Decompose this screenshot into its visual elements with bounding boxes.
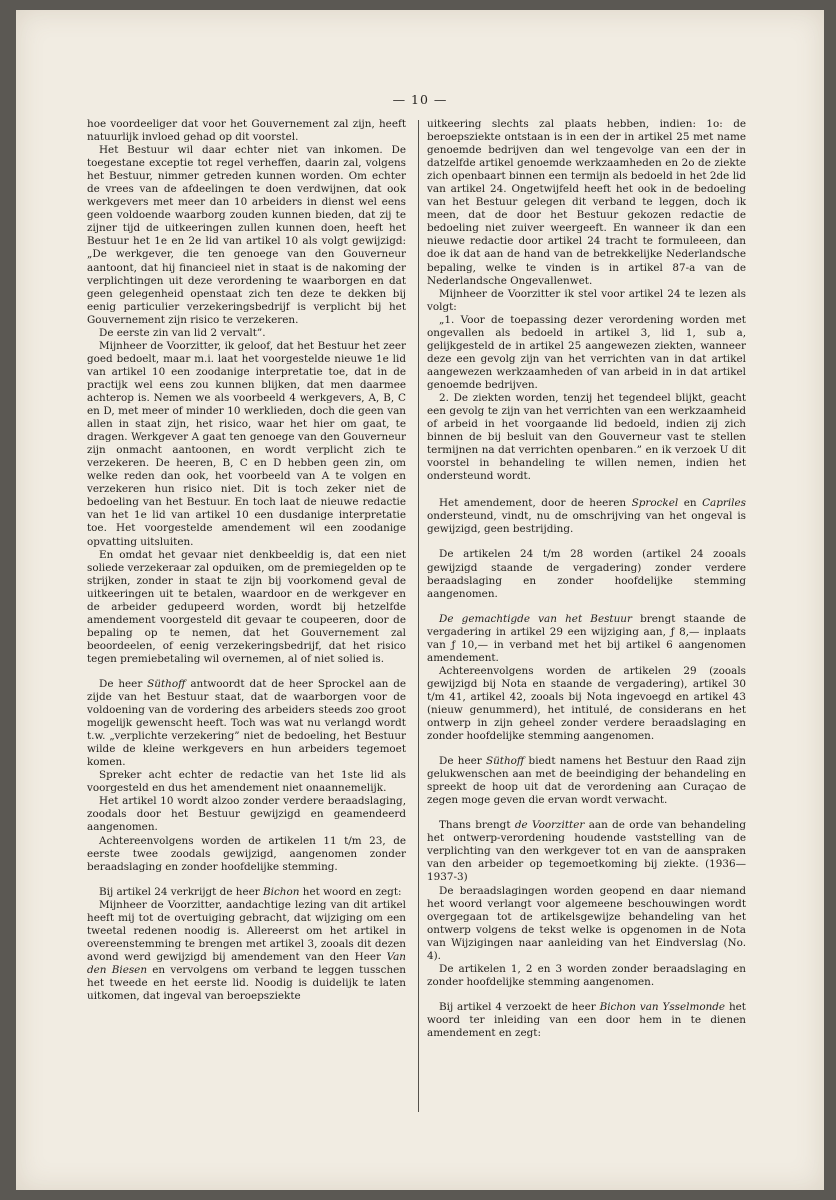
speaker-name: Süthoff [147,677,186,690]
paragraph: De artikelen 1, 2 en 3 worden zonder beraadslaging en zonder hoofdelijke stemming aangenomen. [427,962,746,988]
speaker-name: Süthoff [485,755,525,768]
paragraph: Achtereenvolgens worden de artikelen 29 (zooals gewijzigd bij Nota en staande de vergadering), artikel 30 t/m 41, artikel 42, zooals bij Nota ingevoegd en artikel 43 (nieuw genummerd), het intitulé, de considerans en het ontwerp in zijn geheel zonder verdere beraadslaging en zonder hoofdelijke stemming aangenomen. [427,664,746,743]
person-name: Van den Biesen [87,950,406,976]
speaker-name: De gemachtigde van het Bestuur [439,612,632,625]
right-column [427,118,746,1040]
paragraph: Bij artikel 4 verzoekt de heer Bichon van Ysselmonde het woord ter inleiding van een door hem in te dienen amendement en zegt: [427,1000,746,1039]
column-divider [418,120,419,1112]
speaker-name: Bichon van Ysselmonde [599,1000,726,1013]
left-column [87,118,406,1003]
paragraph: De artikelen 24 t/m 28 worden (artikel 24 zooals gewijzigd staande de vergadering) zonder verdere beraadslaging en zonder hoofdelijke stemming aangenomen. [427,548,746,600]
paragraph: Bij artikel 24 verkrijgt de heer Bichon het woord en zegt: [99,885,402,898]
person-name: Sprockel [631,497,679,510]
paragraph: Het Bestuur wil daar echter niet van inkomen. De toegestane exceptie tot regel verheffen, daarin zal, volgens het Bestuur, nimmer getreden kunnen worden. Om echter de vrees van de afdeelingen te doen verdwijnen, dat ook werkgevers met meer dan 10 arbeiders in dienst wel eens geen voldoende waarborg zouden kunnen bieden, dat zij te zijner tijd de uitkeeringen zullen kunnen doen, heeft het Bestuur het 1e en 2e lid van artikel 10 als volgt gewijzigd: „De werkgever, die ten genoege van den Gouverneur aantoont, dat hij financieel niet in staat is de nakoming der verplichtingen uit deze verordening te waarborgen en dat geen gelegenheid openstaat zich ten deze te dekken bij eenig particulier verzekeringsbedrijf is verplicht bij het Gouvernement zijn risico te verzekeren. [87,144,406,326]
speaker-name: de Voorzitter [514,819,585,832]
paragraph: Spreker acht echter de redactie van het 1ste lid als voorgesteld en dus het amendement niet onaannemelijk. [87,769,406,795]
person-name: Capriles [702,497,746,510]
paragraph: De heer Süthoff antwoordt dat de heer Sprockel aan de zijde van het Bestuur staat, dat de waarborgen voor de voldoening van de vordering des arbeiders steeds zoo groot mogelijk gewenscht heeft. Toch was wat nu verlangd wordt t.w. „verplichte verzekering” niet de bedoeling, het Bestuur wilde de kleine werkgevers en hun arbeiders tegemoet komen. [87,677,407,769]
paragraph: Het amendement, door de heeren Sprockel en Capriles ondersteund, vindt, nu de omschrijving van het ongeval is gewijzigd, geen bestrijding. [427,497,746,536]
page-number: — 10 — [392,92,448,107]
paragraph: Mijnheer de Voorzitter ik stel voor artikel 24 te lezen als volgt: [427,287,746,313]
paragraph: uitkeering slechts zal plaats hebben, indien: 1o: de beroepsziekte ontstaan is in een der in artikel 25 met name genoemde bedrijven dan wel tengevolge van een der in datzelfde artikel genoemde werkzaamheden en 2o de ziekte zich openbaart binnen een termijn als bedoeld in het 2de lid van artikel 24. Ongetwijfeld heeft het ook in de bedoeling van het Bestuur gelegen dit verband te leggen, doch ik meen, dat de door het Bestuur gekozen redactie de bedoeling niet zuiver weergeeft. En wanneer ik dan een nieuwe redactie door artikel 24 tracht te formuleeen, dan doe ik dat aan de hand van de betrekkelijke Nederlandsche bepaling, welke te vinden is in artikel 87-a van de Nederlandsche Ongevallenwet. [427,118,746,287]
paragraph: De gemachtigde van het Bestuur brengt staande de vergadering in artikel 29 een wijziging aan, ƒ 8,— inplaats van ƒ 10,— in verband met het bij artikel 6 aangenomen amendement. [427,612,747,664]
paragraph: Achtereenvolgens worden de artikelen 11 t/m 23, de eerste twee zoodals gewijzigd, aangenomen zonder beraadslaging en zonder hoofdelijke stemming. [87,834,406,873]
paragraph: De eerste zin van lid 2 vervalt”. [99,326,266,339]
paragraph: De heer Süthoff biedt namens het Bestuur den Raad zijn gelukwenschen aan met de beeindiging der behandeling en spreekt de hoop uit dat de verordening aan Curaçao de zegen moge geven die ervan wordt verwacht. [427,755,747,807]
paragraph: Mijnheer de Voorzitter, ik geloof, dat het Bestuur het zeer goed bedoelt, maar m.i. laat het voorgestelde nieuwe 1e lid van artikel 10 een zoodanige interpretatie toe, dat in de practijk wel eens zou kunnen blijken, dat men daarmee achterop is. Nemen we als voorbeeld 4 werkgevers, A, B, C en D, met meer of minder 10 werklieden, doch die geen van allen in staat zijn, het risico, waar het hier om gaat, te dragen. Werkgever A gaat ten genoege van den Gouverneur zijn onmacht aantoonen, en wordt verplicht zich te verzekeren. De heeren, B, C en D hebben geen zin, om welke reden dan ook, het voorbeeld van A te volgen en verzekeren hun risico niet. Dit is toch zeker niet de bedoeling van het Bestuur. En toch laat de nieuwe redactie van het 1e lid van artikel 10 een dusdanige interpretatie toe. Het voorgestelde amendement wil een zoodanige opvatting uitsluiten. [87,339,406,548]
paragraph: Mijnheer de Voorzitter, aandachtige lezing van dit artikel heeft mij tot de overtuiging gebracht, dat wijziging om een tweetal redenen noodig is. Allereerst om het artikel in overeenstemming te brengen met artikel 3, zooals dit dezen avond werd gewijzigd bij amendement van den Heer Van den Biesen en vervolgens om verband te leggen tusschen het tweede en het eerste lid. Noodig is duidelijk te laten uitkomen, dat ingeval van beroepsziekte [87,898,406,1003]
document-page [16,10,824,1190]
paragraph: Het artikel 10 wordt alzoo zonder verdere beraadslaging, zoodals door het Bestuur gewijzigd en geamendeerd aangenomen. [87,795,406,834]
paragraph: En omdat het gevaar niet denkbeeldig is, dat een niet soliede verzekeraar zal opduiken, om de premiegelden op te strijken, zonder in staat te zijn bij voorkomend geval de uitkeeringen uit te betalen, waardoor en de werkgever en de arbeider gedupeerd worden, wordt bij hetzelfde amendement voorgesteld dit gevaar te coupeeren, door de bepaling op te nemen, dat het Gouvernement zal beoordeelen, of eenig verzekeringsbedrijf, dat het risico tegen premiebetaling wil overnemen, al of niet solied is. [87,548,406,665]
paragraph: hoe voordeeliger dat voor het Gouvernement zal zijn, heeft natuurlijk invloed gehad op dit voorstel. [87,118,406,144]
speaker-name: Bichon [263,885,300,898]
paragraph: 2. De ziekten worden, tenzij het tegendeel blijkt, geacht een gevolg te zijn van het verrichten van een werkzaamheid of arbeid in het voorgaande lid bedoeld, indien zij zich binnen de bij besluit van den Gouverneur vast te stellen termijnen na dat verrichten openbaren.” en ik verzoek U dit voorstel in behandeling te willen nemen, indien het ondersteund wordt. [427,391,746,483]
paragraph: „1. Voor de toepassing dezer verordening worden met ongevallen als bedoeld in artikel 3, lid 1, sub a, gelijkgesteld de in artikel 25 aangewezen ziekten, wanneer deze een gevolg zijn van het verrichten van in dat artikel aangewezen werkzaamheden of van arbeid in in dat artikel genoemde bedrijven. [427,313,746,391]
paragraph: De beraadslagingen worden geopend en daar niemand het woord verlangt voor algemeene beschouwingen wordt overgegaan tot de artikelsgewijze behandeling van het ontwerp volgens de tekst welke is opgenomen in de Nota van Wijzigingen naar aanleiding van het Eindverslag (No. 4). [427,884,746,962]
paragraph: Thans brengt de Voorzitter aan de orde van behandeling het ontwerp-verordening houdende vaststelling van de verplichting van den werkgever tot en van de aanspraken van den arbeider op tegemoetkoming bij ziekte. (1936—1937-3) [427,819,746,884]
